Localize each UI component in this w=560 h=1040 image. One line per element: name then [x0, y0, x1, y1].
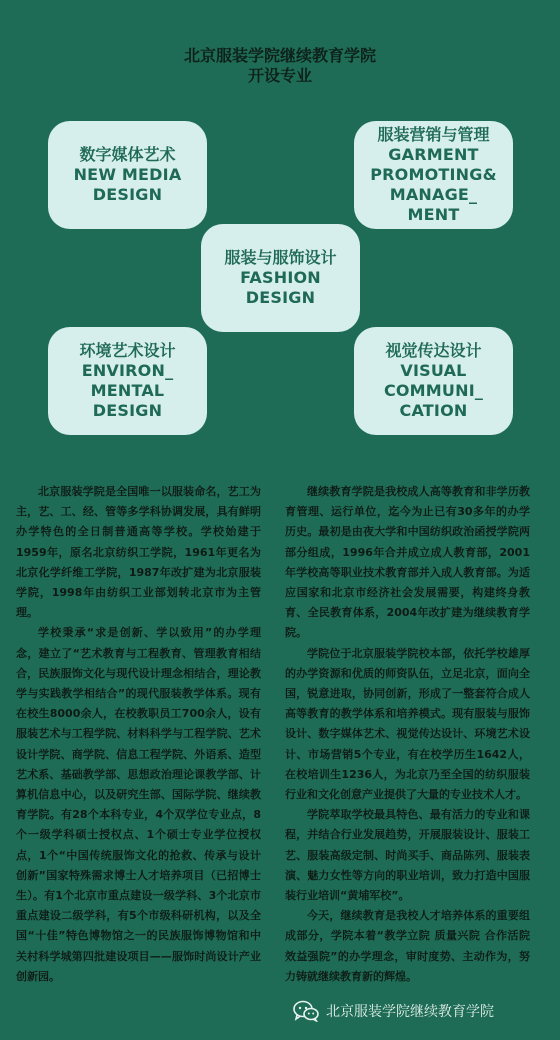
paragraph: 学校秉承“求是创新、学以致用”的办学理念，建立了“艺术教育与工程教育、管理教育相结合，民族服饰文化与现代设计理念相结合，理论教学与实践教学相结合”的现代服装教学体系。现有在校生8000余人，在校教职员工700余人，设有服装艺术与工程学院、材料科学与工程学院、艺术设计学院、商学院、信息工程学院、外语系、造型艺术系、基础教学部、思想政治理论课教学部、计算机信息中心，以及研究生部、国际学院、继续教育学院。有28个本科专业，4个双学位专业点，8个一级学科硕士授权点、1个硕士专业学位授权点，1个“中国传统服饰文化的抢救、传承与设计创新”国家特殊需求博士人才培养项目（已招博士生）。有1个北京市重点建设一级学科、3个北京市重点建设二级学科，有5个市级科研机构，以及全国“十佳”特色博物馆之一的民族服饰博物馆和中关村科学城第四批建设项目——服饰时尚设计产业创新园。	[16, 626, 261, 983]
intro-left-column	[16, 482, 261, 987]
major-fashion-design-card	[201, 224, 360, 332]
major-digital-media-en: NEW MEDIA DESIGN	[73, 165, 182, 204]
intro-right-column	[285, 482, 530, 987]
page-title	[0, 46, 560, 86]
major-garment-promoting-en: GARMENT PROMOTING& MANAGE_ MENT	[370, 145, 497, 224]
major-visual-communication-en: VISUAL COMMUNI_ CATION	[383, 361, 484, 420]
title-line-1: 北京服装学院继续教育学院	[183, 46, 376, 65]
wechat-account-name: 北京服装学院继续教育学院	[326, 1004, 494, 1020]
paragraph: 学院萃取学校最具特色、最有活力的专业和课程，并结合行业发展趋势，开展服装设计、服装工艺、服装高级定制、时尚买手、商品陈列、服装表演、魅力女性等方向的职业培训，致力打造中国服装行业培训“黄埔军校”。	[285, 808, 530, 903]
major-environmental-design-en: ENVIRON_ MENTAL DESIGN	[81, 361, 174, 420]
paragraph: 学院位于北京服装学院校本部，依托学校雄厚的办学资源和优质的师资队伍，立足北京，面向全国，锐意进取，协同创新，形成了一整套符合成人高等教育的教学体系和培养模式。现有服装与服饰设计、数字媒体艺术、视觉传达设计、环境艺术设计、市场营销5个专业，有在校学历生1642人，在校培训生1236人，为北京乃至全国的纺织服装行业和文化创意产业提供了大量的专业技术人才。	[285, 646, 530, 802]
major-visual-communication-zh: 视觉传达设计	[385, 341, 482, 360]
major-fashion-design-en: FASHION DESIGN	[240, 268, 321, 307]
major-environmental-design-card	[48, 327, 207, 435]
paragraph: 今天，继续教育是我校人才培养体系的重要组成部分，学院本着“教学立院 质量兴院 合作活院 效益强院”的办学理念，审时度势、主动作为，努力铸就继续教育新的辉煌。	[285, 909, 530, 983]
paragraph: 继续教育学院是我校成人高等教育和非学历教育管理、运行单位，迄今为止已有30多年的办学历史。最初是由夜大学和中国纺织政治函授学院两部分组成，1996年合并成立成人教育部，2001年学校高等职业技术教育部并入成人教育部。为适应国家和北京市经济社会发展需要，构建终身教育、全民教育体系，2004年改扩建为继续教育学院。	[285, 485, 530, 640]
major-environmental-design-zh: 环境艺术设计	[79, 341, 176, 360]
wechat-account-watermark	[292, 1000, 494, 1022]
major-digital-media-card	[48, 121, 207, 229]
major-garment-promoting-zh: 服装营销与管理	[377, 125, 490, 144]
title-line-2: 开设专业	[247, 66, 312, 85]
major-garment-promoting-card	[354, 121, 513, 229]
major-visual-communication-card	[354, 327, 513, 435]
major-digital-media-zh: 数字媒体艺术	[79, 145, 176, 164]
paragraph: 北京服装学院是全国唯一以服装命名，艺工为主，艺、工、经、管等多学科协调发展，具有鲜明办学特色的全日制普通高等学校。学校始建于1959年，原名北京纺织工学院，1961年更名为北京化学纤维工学院，1987年改扩建为北京服装学院，1998年由纺织工业部划转北京市为主管理。	[16, 485, 261, 620]
major-fashion-design-zh: 服装与服饰设计	[224, 248, 337, 267]
wechat-icon	[292, 1000, 320, 1022]
